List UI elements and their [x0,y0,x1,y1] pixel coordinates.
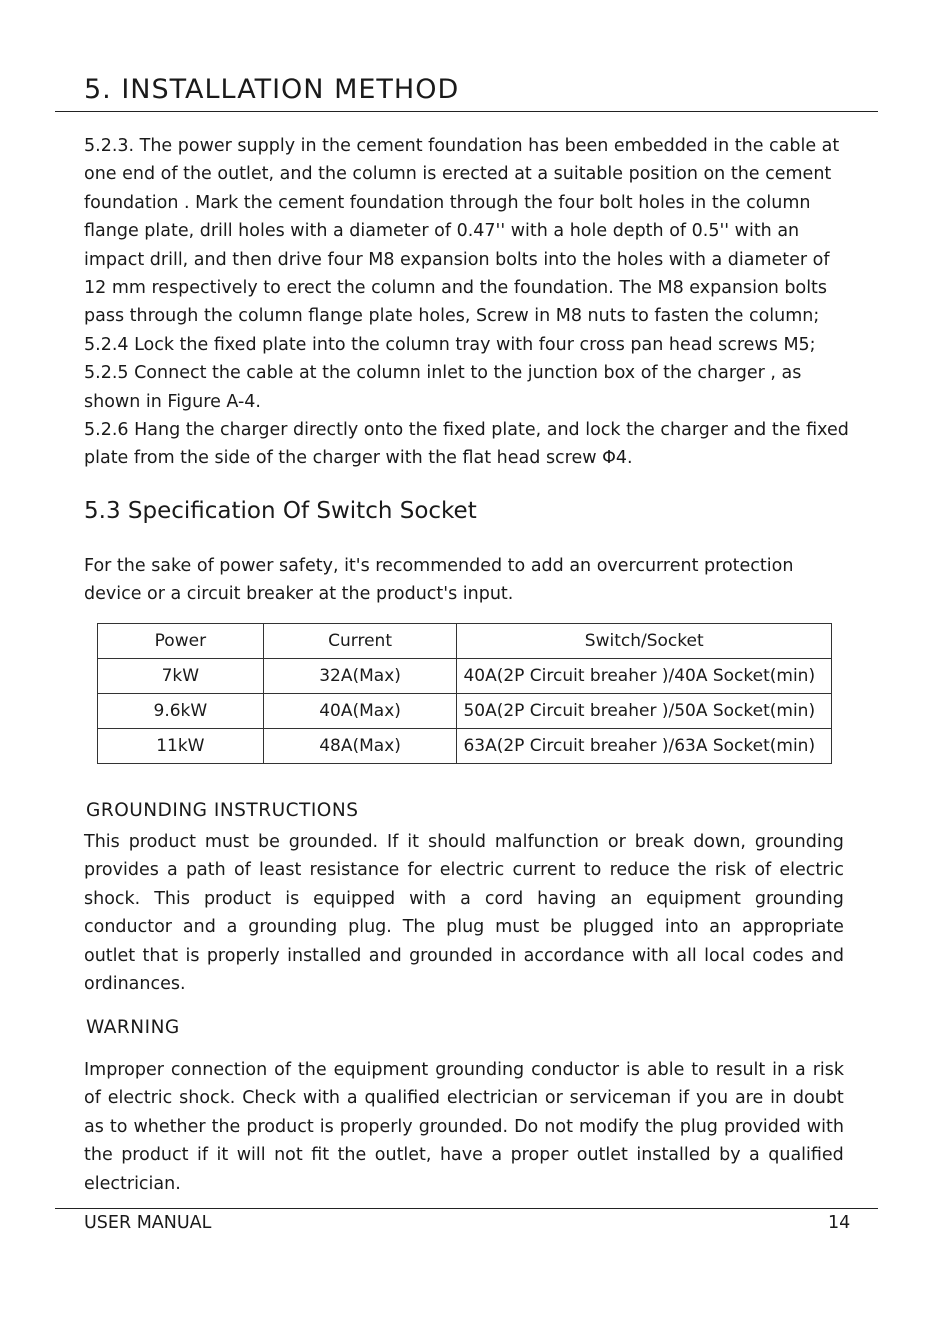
text-line: ordinances. [84,974,186,995]
spec-intro [84,552,844,609]
text-line: device or a circuit breaker at the product's input. [84,584,514,605]
text-line: the product if it will not fit the outlet, have a proper outlet installed by a qualified [84,1145,844,1166]
text-line: 5.2.4 Lock the fixed plate into the column tray with four cross pan head screws M5; [84,334,816,355]
text-line: For the sake of power safety, it's recommended to add an overcurrent protection [84,556,794,576]
installation-steps [84,132,849,473]
grounding-instructions [84,828,844,998]
cell-switch-socket: 50A(2P Circuit breaher )/50A Socket(min) [457,694,832,729]
header-switch-socket: Switch/Socket [457,624,832,659]
header-current: Current [263,624,457,659]
header-power: Power [98,624,264,659]
page-title: 5. INSTALLATION METHOD [84,74,460,105]
text-line: 5.2.3. The power supply in the cement foundation has been embedded in the cable at [84,136,840,156]
text-line: outlet that is properly installed and grounded in accordance with all local codes and [84,945,844,966]
footer-divider [55,1208,878,1209]
text-line: as to whether the product is properly grounded. Do not modify the plug provided with [84,1116,844,1137]
cell-power: 9.6kW [98,694,264,729]
cell-power: 11kW [98,729,264,764]
spec-heading: 5.3 Specification Of Switch Socket [84,498,477,524]
text-line: foundation . Mark the cement foundation through the four bolt holes in the column [84,192,811,213]
grounding-heading: GROUNDING INSTRUCTIONS [86,800,359,821]
text-line: flange plate, drill holes with a diameter of 0.47'' with a hole depth of 0.5'' with an [84,221,800,242]
text-line: 12 mm respectively to erect the column and the foundation. The M8 expansion bolts [84,278,828,299]
text-line: 5.2.5 Connect the cable at the column inlet to the junction box of the charger , as [84,363,802,384]
cell-power: 7kW [98,659,264,694]
page-number: 14 [828,1213,851,1233]
cell-switch-socket: 63A(2P Circuit breaher )/63A Socket(min) [457,729,832,764]
text-line: provides a path of least resistance for electric current to reduce the risk of electric [84,860,844,881]
text-line: electrician. [84,1173,181,1194]
text-line: conductor and a grounding plug. The plug must be plugged into an appropriate [84,917,844,938]
text-line: impact drill, and then drive four M8 expansion bolts into the holes with a diameter of [84,249,830,270]
title-divider [55,111,878,112]
text-line: one end of the outlet, and the column is erected at a suitable position on the cement [84,164,832,185]
text-line: pass through the column flange plate holes, Screw in M8 nuts to fasten the column; [84,306,820,327]
spec-table [97,623,832,764]
text-line: plate from the side of the charger with the flat head screw Φ4. [84,448,633,469]
footer-label: USER MANUAL [84,1213,212,1233]
cell-current: 32A(Max) [263,659,457,694]
text-line: Improper connection of the equipment grounding conductor is able to result in a risk [84,1060,844,1080]
cell-current: 40A(Max) [263,694,457,729]
text-line: of electric shock. Check with a qualified electrician or serviceman if you are in doubt [84,1088,844,1109]
table-row [98,694,832,729]
table-row [98,729,832,764]
table-header-row [98,624,832,659]
text-line: shown in Figure A-4. [84,391,261,412]
warning-text [84,1056,844,1198]
text-line: 5.2.6 Hang the charger directly onto the fixed plate, and lock the charger and the fixed [84,420,849,441]
cell-current: 48A(Max) [263,729,457,764]
cell-switch-socket: 40A(2P Circuit breaher )/40A Socket(min) [457,659,832,694]
text-line: shock. This product is equipped with a cord having an equipment grounding [84,888,844,909]
table-row [98,659,832,694]
warning-heading: WARNING [86,1017,180,1038]
text-line: This product must be grounded. If it should malfunction or break down, grounding [84,832,844,852]
